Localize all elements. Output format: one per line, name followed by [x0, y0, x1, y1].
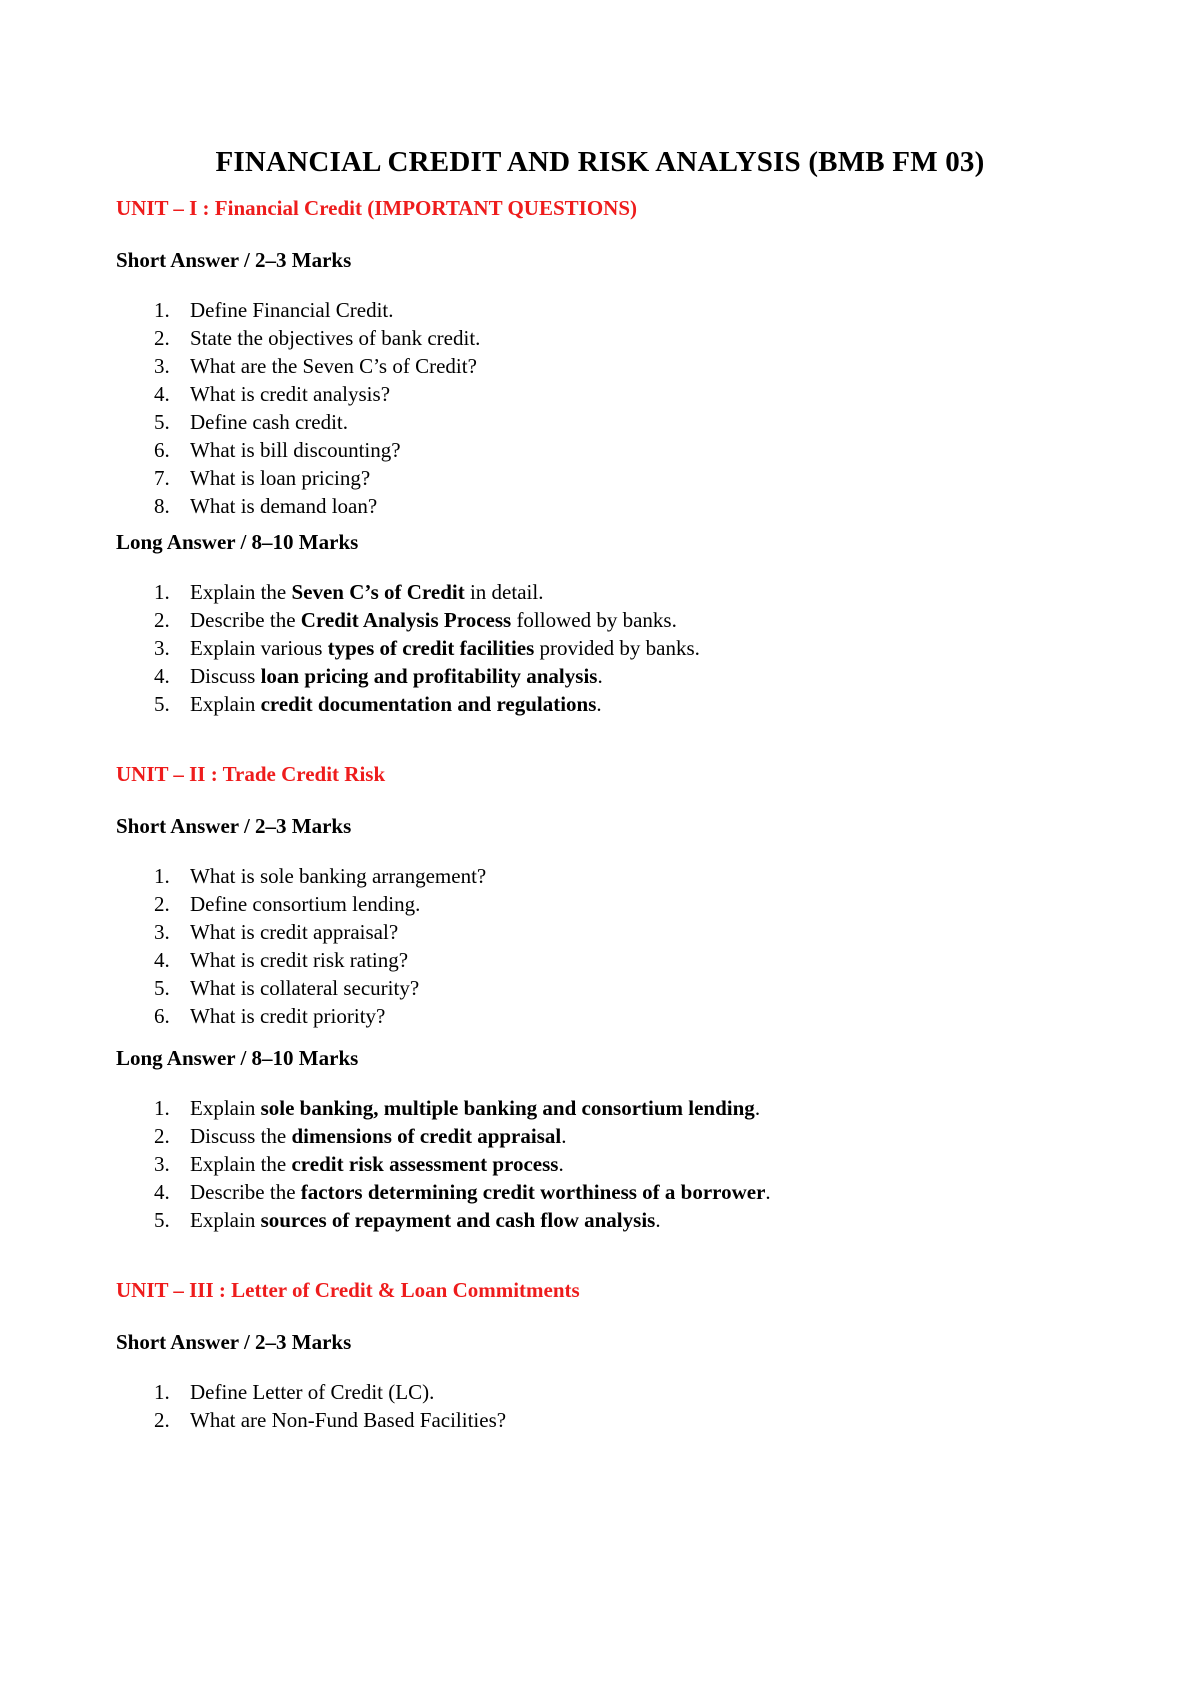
list-item: 2. State the objectives of bank credit. — [154, 326, 481, 350]
list-item: 3. What are the Seven C’s of Credit? — [154, 354, 477, 378]
list-item: 8. What is demand loan? — [154, 494, 378, 518]
list-item: 4. Discuss loan pricing and profitability analysis. — [154, 664, 603, 688]
list-item: 2. Discuss the dimensions of credit appraisal. — [154, 1124, 567, 1148]
unit-2-long-heading: Long Answer / 8–10 Marks — [116, 1046, 359, 1070]
unit-2-long-list — [154, 1094, 771, 1234]
list-item: 1. Define Financial Credit. — [154, 298, 394, 322]
unit-2-short-list — [154, 862, 486, 1030]
list-item: 5. Define cash credit. — [154, 410, 349, 434]
list-item: 4. What is credit risk rating? — [154, 948, 409, 972]
unit-3-heading: UNIT – III : Letter of Credit & Loan Commitments — [116, 1278, 580, 1302]
unit-1-short-list — [154, 296, 480, 520]
list-item: 2. Describe the Credit Analysis Process followed by banks. — [154, 608, 677, 632]
list-item: 4. Describe the factors determining credit worthiness of a borrower. — [154, 1180, 771, 1204]
unit-1-short-heading: Short Answer / 2–3 Marks — [116, 248, 352, 272]
list-item: 4. What is credit analysis? — [154, 382, 391, 406]
unit-3-short-heading: Short Answer / 2–3 Marks — [116, 1330, 352, 1354]
list-item: 3. Explain various types of credit facilities provided by banks. — [154, 636, 700, 660]
list-item: 6. What is bill discounting? — [154, 438, 401, 462]
unit-1-long-list — [154, 578, 700, 718]
list-item: 2. Define consortium lending. — [154, 892, 421, 916]
unit-1-heading: UNIT – I : Financial Credit (IMPORTANT QUESTIONS) — [116, 196, 638, 220]
unit-1-long-heading: Long Answer / 8–10 Marks — [116, 530, 359, 554]
list-item: 7. What is loan pricing? — [154, 466, 371, 490]
list-item: 1. Explain sole banking, multiple banking and consortium lending. — [154, 1096, 761, 1120]
document-title: FINANCIAL CREDIT AND RISK ANALYSIS (BMB FM 03) — [215, 146, 985, 178]
list-item: 1. Define Letter of Credit (LC). — [154, 1380, 435, 1404]
unit-2-heading: UNIT – II : Trade Credit Risk — [116, 762, 386, 786]
list-item: 5. Explain credit documentation and regulations. — [154, 692, 602, 716]
list-item: 1. Explain the Seven C’s of Credit in detail. — [154, 580, 544, 604]
unit-2-short-heading: Short Answer / 2–3 Marks — [116, 814, 352, 838]
list-item: 3. Explain the credit risk assessment process. — [154, 1152, 564, 1176]
list-item: 5. What is collateral security? — [154, 976, 420, 1000]
list-item: 1. What is sole banking arrangement? — [154, 864, 487, 888]
unit-3-short-list — [154, 1378, 506, 1434]
list-item: 2. What are Non-Fund Based Facilities? — [154, 1408, 507, 1432]
list-item: 3. What is credit appraisal? — [154, 920, 399, 944]
list-item: 6. What is credit priority? — [154, 1004, 386, 1028]
list-item: 5. Explain sources of repayment and cash flow analysis. — [154, 1208, 661, 1232]
